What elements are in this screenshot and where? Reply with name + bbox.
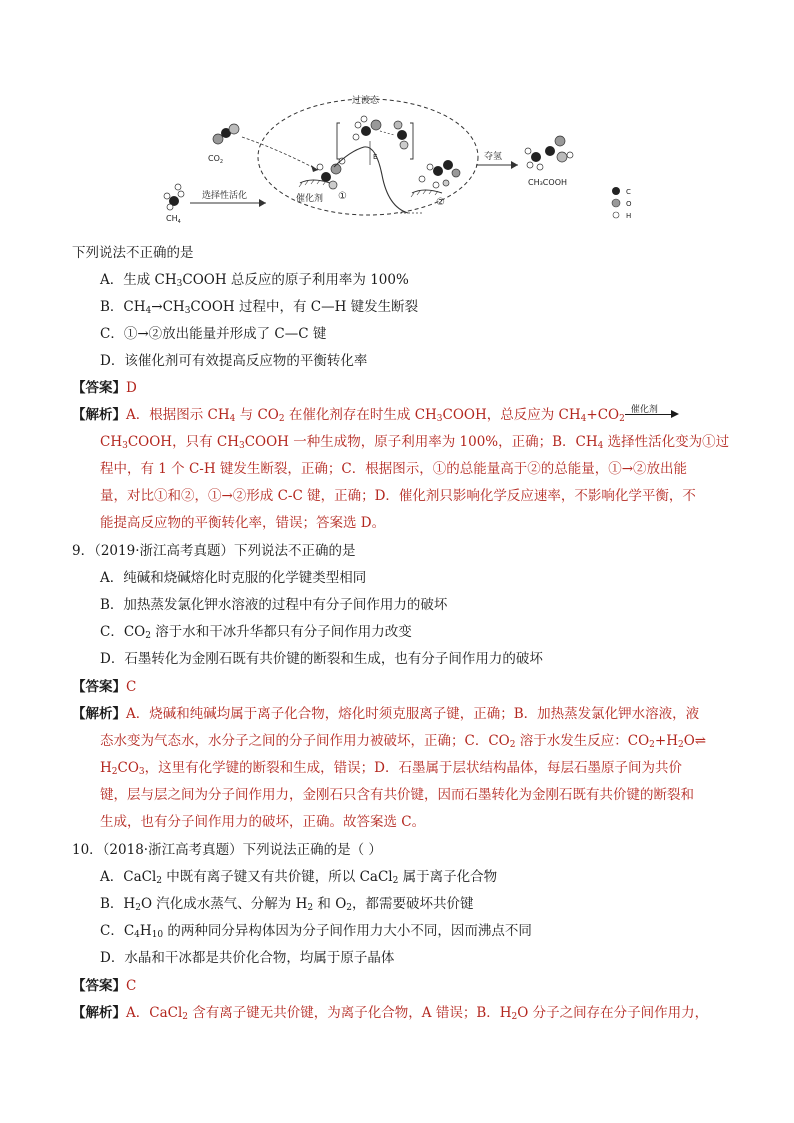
catalyst-label: 催化剂 (296, 194, 324, 204)
transition-state-ellipse (258, 99, 478, 215)
state-2-label: ② (436, 197, 445, 208)
q8-analysis-line-5: 能提高反应物的平衡转化率，错误；答案选 D。 (100, 515, 386, 531)
q9-option-d: D．石墨转化为金刚石既有共价键的断裂和生成，也有分子间作用力的破坏 (100, 651, 543, 667)
q8-option-b: B．$CH_4\to CH_3COOH$ 过程中，有 C—H 键发生断裂 (100, 299, 419, 316)
acetic-acid-label: CH₃COOH (528, 178, 568, 187)
q8-analysis-line-1: 【解析】A．根据图示 $CH_4$ 与 $CO_2$ 在催化剂存在时生成 $CH_3COOH$，总反应为 $CH_4+CO_2$ 催化剂 (72, 405, 679, 425)
ch4-molecule (164, 184, 184, 210)
transition-state-label: 过渡态 (352, 96, 380, 106)
q8-option-d: D．该催化剂可有效提高反应物的平衡转化率 (100, 353, 368, 369)
q8-stem: 下列说法不正确的是 (72, 245, 194, 261)
q9-stem: 9．（2019·浙江高考真题）下列说法不正确的是 (72, 543, 356, 559)
h-abstraction-label: 夺氢 (484, 152, 503, 162)
q8-option-a: A．生成 $CH_3COOH$ 总反应的原子利用率为 100% (100, 272, 409, 289)
q9-answer: 【答案】C (72, 679, 137, 695)
q10-answer: 【答案】C (72, 978, 137, 994)
q10-option-a: A．CaCl$_2$ 中既有离子键又有共价键，所以 CaCl$_2$ 属于离子化合物 (100, 869, 498, 886)
q10-option-c: C．$C_4H_{10}$ 的两种同分异构体因为分子间作用力大小不同，因而沸点不同 (100, 923, 532, 940)
legend-oxygen-swatch (612, 199, 620, 207)
activation-label: 选择性活化 (202, 191, 248, 201)
catalyst-arrow: 催化剂 (625, 406, 679, 420)
q9-option-a: A．纯碱和烧碱熔化时克服的化学键类型相同 (100, 570, 367, 586)
legend-carbon-swatch (612, 187, 620, 195)
co2-molecule (213, 124, 239, 144)
q8-option-c: C．①→②放出能量并形成了 C—C 键 (100, 326, 327, 342)
legend-hydrogen-label: H (626, 212, 632, 220)
q10-stem: 10．（2018·浙江高考真题）下列说法正确的是（ ） (72, 842, 382, 858)
q9-analysis-line-5: 生成，也有分子间作用力的破坏，正确。故答案选 C。 (100, 814, 426, 830)
acetic-acid-molecule (525, 136, 573, 170)
reaction-mechanism-diagram (150, 95, 650, 235)
q8-analysis-line-3: 程中，有 1 个 C-H 键发生断裂，正确；C．根据图示，①的总能量高于②的总能量，①→②放出能 (100, 461, 688, 477)
q10-option-d: D．水晶和干冰都是共价化合物，均属于原子晶体 (100, 950, 395, 966)
state-2-cluster (411, 160, 460, 197)
ch4-label: $CH_4$ (166, 214, 181, 225)
legend-oxygen-label: O (626, 200, 632, 208)
q9-analysis-line-4: 键，层与层之间为分子间作用力，金刚石只含有共价键，因而石墨转化为金刚石既有共价键的断裂和 (100, 787, 694, 803)
q9-option-b: B．加热蒸发氯化钾水溶液的过程中有分子间作用力的破坏 (100, 597, 448, 613)
activation-energy-label: E (373, 153, 378, 161)
co2-label: $CO_2$ (208, 154, 224, 165)
q8-analysis-line-2: $CH_3COOH$，只有 $CH_3COOH$ 一种生成物，原子利用率为 100%，正确；B．$CH_4$ 选择性活化变为①过 (100, 434, 730, 451)
q9-analysis-line-2: 态水变为气态水，水分子之间的分子间作用力被破坏，正确；C．$CO_2$ 溶于水发生反应：$CO_2+H_2O\rightleftharpoons$ (100, 733, 707, 750)
state-1-label: ① (338, 191, 347, 202)
q9-analysis-line-1: 【解析】A．烧碱和纯碱均属于离子化合物，熔化时须克服离子键，正确；B．加热蒸发氯化钾水溶液，液 (72, 706, 700, 722)
energy-curve (334, 147, 408, 213)
q8-analysis-line-4: 量，对比①和②，①→②形成 C-C 键，正确；D．催化剂只影响化学反应速率，不影响化学平衡，不 (100, 488, 696, 504)
co2-arrow (242, 137, 318, 170)
q9-analysis-line-3: $H_2CO_3$，这里有化学键的断裂和生成，错误；D．石墨属于层状结构晶体，每层石墨原子间为共价 (100, 760, 682, 777)
atom-legend (612, 187, 632, 220)
legend-carbon-label: C (626, 188, 631, 196)
q10-analysis-line-1: 【解析】A．CaCl$_2$ 含有离子键无共价键，为离子化合物，A 错误；B．$H_2O$ 分子之间存在分子间作用力， (72, 1005, 709, 1022)
q8-answer: 【答案】D (72, 380, 137, 396)
legend-hydrogen-swatch (613, 212, 619, 218)
q10-option-b: B．$H_2O$ 汽化成水蒸气、分解为 $H_2$ 和 $O_2$，都需要破坏共价键 (100, 896, 474, 913)
q9-option-c: C．$CO_2$ 溶于水和干冰升华都只有分子间作用力改变 (100, 624, 412, 641)
